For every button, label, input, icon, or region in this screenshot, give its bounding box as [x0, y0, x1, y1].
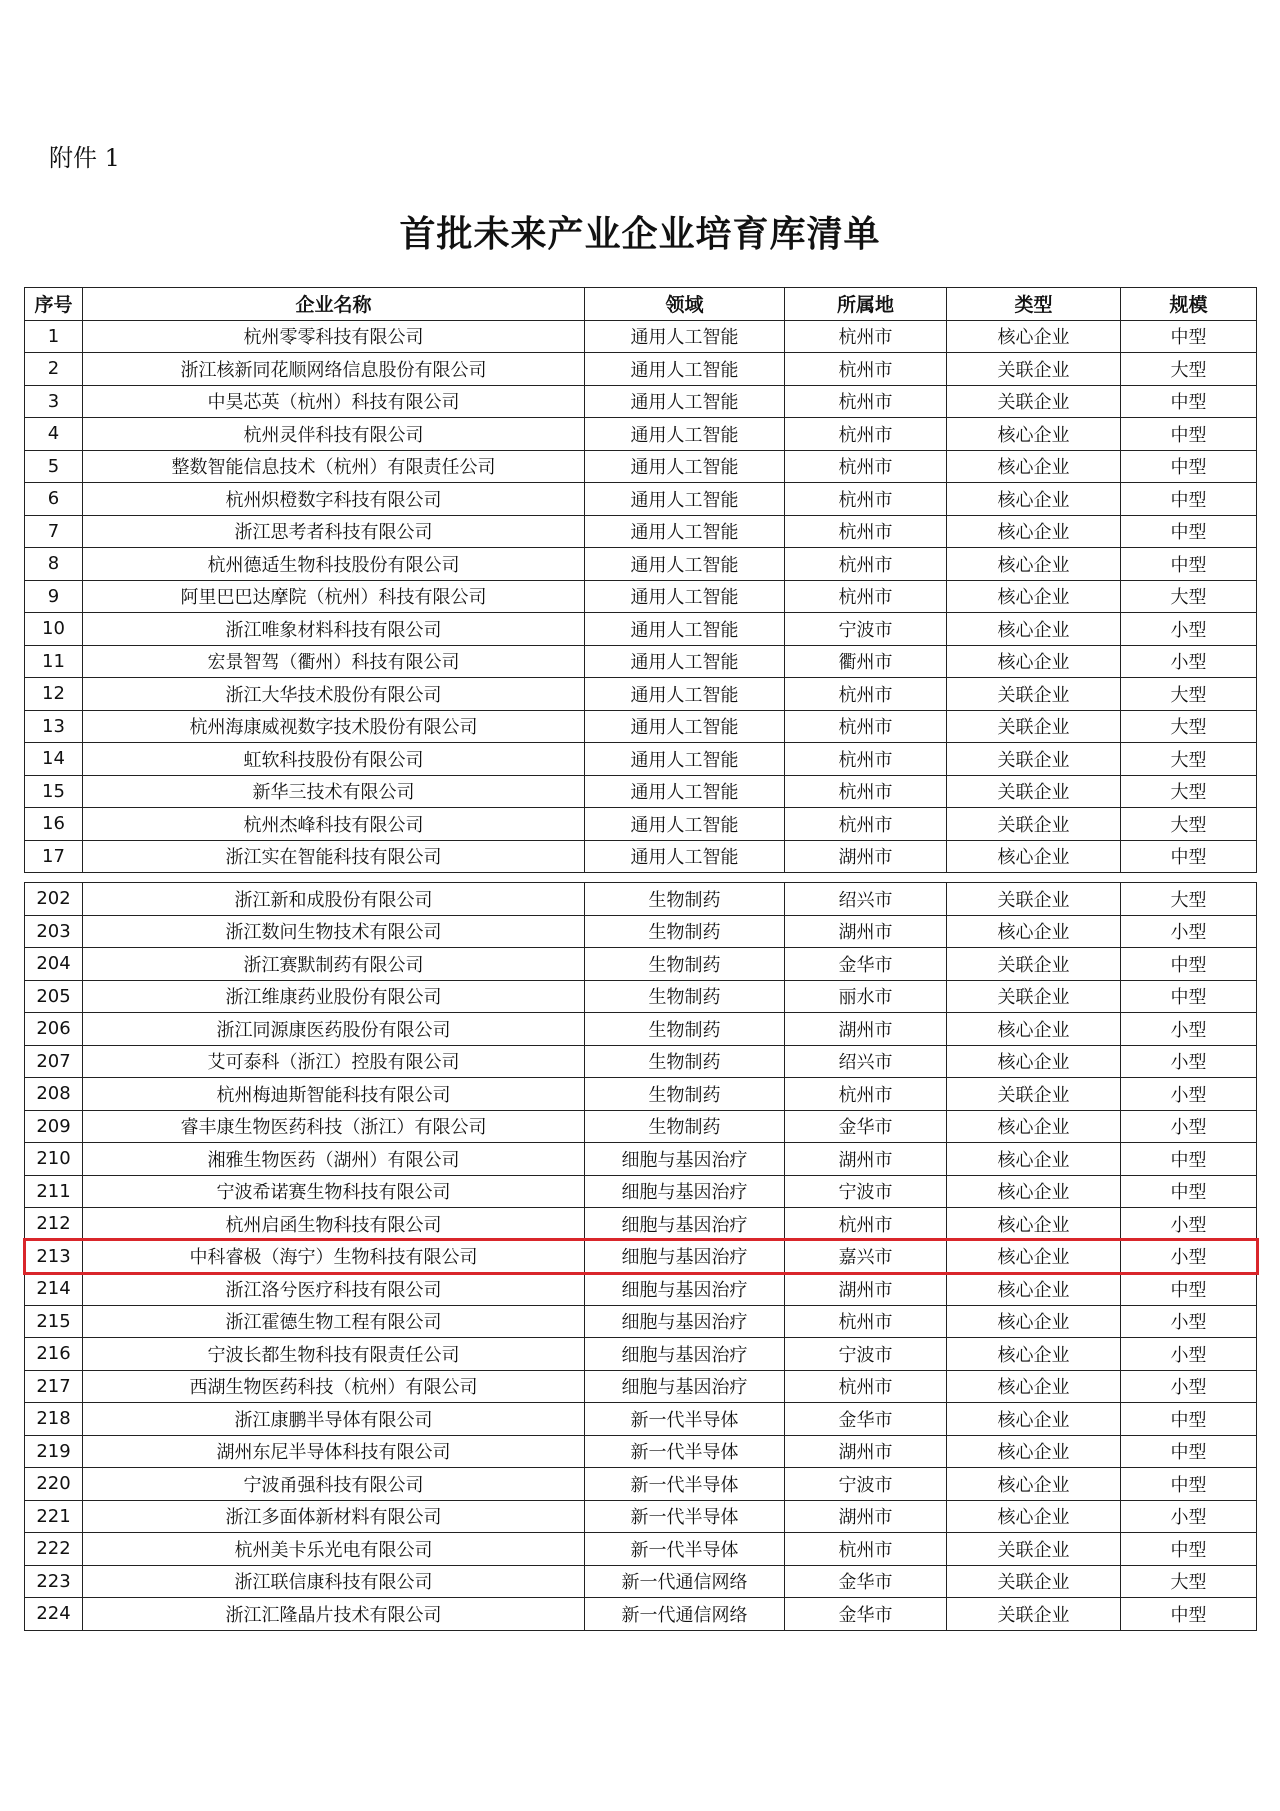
cell-location: 宁波市: [785, 1338, 947, 1371]
cell-company-name: 杭州杰峰科技有限公司: [83, 808, 585, 841]
cell-company-name: 杭州灵伴科技有限公司: [83, 418, 585, 451]
cell-company-name: 宁波长都生物科技有限责任公司: [83, 1338, 585, 1371]
cell-location: 杭州市: [785, 1533, 947, 1566]
cell-scale: 小型: [1121, 645, 1257, 678]
cell-type: 关联企业: [947, 1598, 1121, 1631]
cell-scale: 中型: [1121, 1273, 1257, 1306]
cell-scale: 中型: [1121, 1143, 1257, 1176]
cell-serial: 223: [25, 1565, 83, 1598]
cell-serial: 1: [25, 320, 83, 353]
cell-scale: 中型: [1121, 840, 1257, 873]
cell-location: 湖州市: [785, 1143, 947, 1176]
cell-serial: 210: [25, 1143, 83, 1176]
table-row: [25, 548, 1257, 581]
cell-location: 杭州市: [785, 1078, 947, 1111]
cell-field: 生物制药: [585, 1013, 785, 1046]
header-type: 类型: [947, 288, 1121, 321]
cell-serial: 213: [25, 1240, 83, 1273]
cell-type: 核心企业: [947, 1338, 1121, 1371]
cell-field: 细胞与基因治疗: [585, 1273, 785, 1306]
cell-scale: 中型: [1121, 320, 1257, 353]
cell-type: 核心企业: [947, 1013, 1121, 1046]
cell-location: 杭州市: [785, 385, 947, 418]
cell-location: 湖州市: [785, 1013, 947, 1046]
cell-company-name: 宁波甬强科技有限公司: [83, 1468, 585, 1501]
cell-serial: 219: [25, 1435, 83, 1468]
cell-company-name: 杭州德适生物科技股份有限公司: [83, 548, 585, 581]
table-row: [25, 580, 1257, 613]
cell-scale: 小型: [1121, 1078, 1257, 1111]
cell-type: 核心企业: [947, 613, 1121, 646]
cell-company-name: 浙江康鹏半导体有限公司: [83, 1403, 585, 1436]
cell-serial: 7: [25, 515, 83, 548]
table-row: [25, 1110, 1257, 1143]
cell-type: 关联企业: [947, 883, 1121, 916]
cell-company-name: 中科睿极（海宁）生物科技有限公司: [83, 1240, 585, 1273]
cell-type: 核心企业: [947, 1305, 1121, 1338]
cell-scale: 小型: [1121, 1338, 1257, 1371]
cell-location: 杭州市: [785, 1305, 947, 1338]
cell-scale: 大型: [1121, 743, 1257, 776]
table-row: [25, 1338, 1257, 1371]
cell-scale: 大型: [1121, 580, 1257, 613]
cell-serial: 14: [25, 743, 83, 776]
cell-company-name: 浙江汇隆晶片技术有限公司: [83, 1598, 585, 1631]
cell-location: 杭州市: [785, 678, 947, 711]
table-row: [25, 353, 1257, 386]
cell-field: 生物制药: [585, 980, 785, 1013]
cell-field: 生物制药: [585, 883, 785, 916]
cell-field: 细胞与基因治疗: [585, 1175, 785, 1208]
cell-location: 金华市: [785, 1110, 947, 1143]
cell-location: 湖州市: [785, 1435, 947, 1468]
table-row: [25, 1403, 1257, 1436]
cell-type: 核心企业: [947, 915, 1121, 948]
cell-scale: 中型: [1121, 1435, 1257, 1468]
cell-field: 新一代半导体: [585, 1403, 785, 1436]
header-company-name: 企业名称: [83, 288, 585, 321]
cell-field: 新一代通信网络: [585, 1565, 785, 1598]
cell-field: 通用人工智能: [585, 515, 785, 548]
cell-serial: 203: [25, 915, 83, 948]
cell-type: 核心企业: [947, 1370, 1121, 1403]
cell-company-name: 阿里巴巴达摩院（杭州）科技有限公司: [83, 580, 585, 613]
cell-type: 核心企业: [947, 450, 1121, 483]
cell-location: 杭州市: [785, 1208, 947, 1241]
cell-location: 杭州市: [785, 1370, 947, 1403]
table-row: [25, 1013, 1257, 1046]
cell-company-name: 杭州启函生物科技有限公司: [83, 1208, 585, 1241]
cell-scale: 中型: [1121, 948, 1257, 981]
cell-type: 核心企业: [947, 580, 1121, 613]
table-row: [25, 645, 1257, 678]
cell-company-name: 湖州东尼半导体科技有限公司: [83, 1435, 585, 1468]
cell-company-name: 西湖生物医药科技（杭州）有限公司: [83, 1370, 585, 1403]
table-row: [25, 483, 1257, 516]
header-field: 领域: [585, 288, 785, 321]
cell-location: 绍兴市: [785, 883, 947, 916]
cell-serial: 216: [25, 1338, 83, 1371]
table-row: [25, 710, 1257, 743]
header-location: 所属地: [785, 288, 947, 321]
cell-scale: 中型: [1121, 548, 1257, 581]
cell-company-name: 杭州美卡乐光电有限公司: [83, 1533, 585, 1566]
table-row: [25, 1175, 1257, 1208]
annex-label: 附件 1: [49, 144, 120, 172]
cell-company-name: 浙江思考者科技有限公司: [83, 515, 585, 548]
cell-serial: 214: [25, 1273, 83, 1306]
cell-type: 关联企业: [947, 808, 1121, 841]
cell-type: 核心企业: [947, 1143, 1121, 1176]
cell-scale: 大型: [1121, 883, 1257, 916]
enterprise-table-part2: [24, 882, 1257, 1631]
cell-type: 核心企业: [947, 483, 1121, 516]
cell-location: 杭州市: [785, 450, 947, 483]
cell-field: 新一代半导体: [585, 1500, 785, 1533]
cell-type: 核心企业: [947, 1273, 1121, 1306]
cell-type: 关联企业: [947, 948, 1121, 981]
cell-serial: 217: [25, 1370, 83, 1403]
cell-scale: 小型: [1121, 1110, 1257, 1143]
cell-serial: 17: [25, 840, 83, 873]
cell-field: 细胞与基因治疗: [585, 1143, 785, 1176]
cell-field: 通用人工智能: [585, 743, 785, 776]
cell-type: 关联企业: [947, 678, 1121, 711]
table-row: [25, 1370, 1257, 1403]
cell-company-name: 中昊芯英（杭州）科技有限公司: [83, 385, 585, 418]
cell-company-name: 浙江大华技术股份有限公司: [83, 678, 585, 711]
cell-field: 通用人工智能: [585, 645, 785, 678]
cell-field: 细胞与基因治疗: [585, 1338, 785, 1371]
cell-location: 嘉兴市: [785, 1240, 947, 1273]
cell-scale: 中型: [1121, 515, 1257, 548]
table-row: [25, 678, 1257, 711]
cell-type: 核心企业: [947, 840, 1121, 873]
cell-company-name: 杭州海康威视数字技术股份有限公司: [83, 710, 585, 743]
cell-type: 核心企业: [947, 548, 1121, 581]
cell-location: 宁波市: [785, 613, 947, 646]
cell-field: 通用人工智能: [585, 710, 785, 743]
table-row: [25, 1305, 1257, 1338]
cell-scale: 中型: [1121, 1533, 1257, 1566]
cell-scale: 大型: [1121, 710, 1257, 743]
table-row: [25, 1208, 1257, 1241]
cell-scale: 中型: [1121, 1468, 1257, 1501]
cell-company-name: 浙江联信康科技有限公司: [83, 1565, 585, 1598]
cell-scale: 中型: [1121, 418, 1257, 451]
cell-serial: 2: [25, 353, 83, 386]
cell-type: 核心企业: [947, 1045, 1121, 1078]
cell-company-name: 艾可泰科（浙江）控股有限公司: [83, 1045, 585, 1078]
cell-serial: 221: [25, 1500, 83, 1533]
cell-field: 通用人工智能: [585, 613, 785, 646]
cell-type: 关联企业: [947, 1078, 1121, 1111]
table-row: [25, 385, 1257, 418]
cell-type: 核心企业: [947, 1110, 1121, 1143]
cell-company-name: 浙江洛兮医疗科技有限公司: [83, 1273, 585, 1306]
table-row: [25, 883, 1257, 916]
cell-company-name: 宁波希诺赛生物科技有限公司: [83, 1175, 585, 1208]
cell-company-name: 浙江核新同花顺网络信息股份有限公司: [83, 353, 585, 386]
cell-type: 关联企业: [947, 1533, 1121, 1566]
cell-field: 细胞与基因治疗: [585, 1305, 785, 1338]
cell-serial: 206: [25, 1013, 83, 1046]
table-row: [25, 743, 1257, 776]
table-row: [25, 515, 1257, 548]
cell-type: 核心企业: [947, 1435, 1121, 1468]
cell-company-name: 睿丰康生物医药科技（浙江）有限公司: [83, 1110, 585, 1143]
cell-location: 丽水市: [785, 980, 947, 1013]
cell-location: 湖州市: [785, 840, 947, 873]
table-row: [25, 1435, 1257, 1468]
table-row: [25, 808, 1257, 841]
cell-serial: 16: [25, 808, 83, 841]
table-row: [25, 1533, 1257, 1566]
cell-serial: 15: [25, 775, 83, 808]
cell-scale: 中型: [1121, 385, 1257, 418]
cell-scale: 小型: [1121, 1305, 1257, 1338]
cell-serial: 11: [25, 645, 83, 678]
cell-scale: 小型: [1121, 1208, 1257, 1241]
cell-scale: 小型: [1121, 1045, 1257, 1078]
cell-serial: 5: [25, 450, 83, 483]
cell-field: 生物制药: [585, 1045, 785, 1078]
document-title: 首批未来产业企业培育库清单: [399, 214, 881, 255]
cell-company-name: 宏景智驾（衢州）科技有限公司: [83, 645, 585, 678]
table-row: [25, 613, 1257, 646]
cell-serial: 212: [25, 1208, 83, 1241]
cell-serial: 224: [25, 1598, 83, 1631]
cell-serial: 4: [25, 418, 83, 451]
cell-field: 通用人工智能: [585, 808, 785, 841]
cell-scale: 中型: [1121, 1403, 1257, 1436]
cell-serial: 12: [25, 678, 83, 711]
table-row: [25, 1565, 1257, 1598]
cell-type: 关联企业: [947, 775, 1121, 808]
cell-type: 核心企业: [947, 1468, 1121, 1501]
cell-scale: 中型: [1121, 1175, 1257, 1208]
table-row: [25, 418, 1257, 451]
cell-serial: 10: [25, 613, 83, 646]
cell-scale: 小型: [1121, 1370, 1257, 1403]
cell-company-name: 虹软科技股份有限公司: [83, 743, 585, 776]
cell-field: 通用人工智能: [585, 483, 785, 516]
cell-location: 杭州市: [785, 580, 947, 613]
table-row: [25, 948, 1257, 981]
cell-location: 宁波市: [785, 1468, 947, 1501]
cell-field: 细胞与基因治疗: [585, 1240, 785, 1273]
cell-company-name: 杭州炽橙数字科技有限公司: [83, 483, 585, 516]
cell-type: 核心企业: [947, 320, 1121, 353]
table-row: [25, 1240, 1257, 1273]
cell-location: 杭州市: [785, 808, 947, 841]
cell-serial: 205: [25, 980, 83, 1013]
cell-type: 核心企业: [947, 645, 1121, 678]
cell-location: 杭州市: [785, 353, 947, 386]
cell-location: 杭州市: [785, 548, 947, 581]
cell-serial: 9: [25, 580, 83, 613]
cell-type: 核心企业: [947, 418, 1121, 451]
cell-type: 关联企业: [947, 385, 1121, 418]
cell-field: 通用人工智能: [585, 450, 785, 483]
cell-serial: 215: [25, 1305, 83, 1338]
table-row: [25, 1045, 1257, 1078]
cell-field: 通用人工智能: [585, 418, 785, 451]
cell-type: 关联企业: [947, 980, 1121, 1013]
cell-company-name: 新华三技术有限公司: [83, 775, 585, 808]
cell-location: 宁波市: [785, 1175, 947, 1208]
cell-scale: 中型: [1121, 1598, 1257, 1631]
cell-location: 杭州市: [785, 418, 947, 451]
cell-location: 杭州市: [785, 483, 947, 516]
cell-scale: 大型: [1121, 353, 1257, 386]
cell-company-name: 浙江实在智能科技有限公司: [83, 840, 585, 873]
cell-serial: 13: [25, 710, 83, 743]
cell-field: 通用人工智能: [585, 840, 785, 873]
cell-type: 核心企业: [947, 1500, 1121, 1533]
cell-location: 杭州市: [785, 320, 947, 353]
cell-serial: 208: [25, 1078, 83, 1111]
table-row: [25, 1500, 1257, 1533]
table-row: [25, 320, 1257, 353]
cell-location: 金华市: [785, 1565, 947, 1598]
cell-type: 关联企业: [947, 1565, 1121, 1598]
cell-type: 关联企业: [947, 353, 1121, 386]
cell-scale: 大型: [1121, 775, 1257, 808]
cell-field: 通用人工智能: [585, 548, 785, 581]
cell-company-name: 浙江维康药业股份有限公司: [83, 980, 585, 1013]
cell-field: 通用人工智能: [585, 385, 785, 418]
cell-field: 新一代半导体: [585, 1533, 785, 1566]
cell-serial: 8: [25, 548, 83, 581]
table-row: [25, 840, 1257, 873]
table-row: [25, 980, 1257, 1013]
cell-scale: 小型: [1121, 613, 1257, 646]
table-row: [25, 775, 1257, 808]
cell-location: 湖州市: [785, 1500, 947, 1533]
header-serial: 序号: [25, 288, 83, 321]
cell-company-name: 湘雅生物医药（湖州）有限公司: [83, 1143, 585, 1176]
cell-company-name: 浙江数问生物技术有限公司: [83, 915, 585, 948]
cell-serial: 3: [25, 385, 83, 418]
cell-company-name: 浙江唯象材料科技有限公司: [83, 613, 585, 646]
cell-field: 通用人工智能: [585, 580, 785, 613]
cell-type: 核心企业: [947, 1240, 1121, 1273]
cell-serial: 202: [25, 883, 83, 916]
cell-location: 衢州市: [785, 645, 947, 678]
cell-serial: 211: [25, 1175, 83, 1208]
header-scale: 规模: [1121, 288, 1257, 321]
cell-location: 绍兴市: [785, 1045, 947, 1078]
cell-location: 杭州市: [785, 775, 947, 808]
table-row: [25, 1468, 1257, 1501]
cell-field: 生物制药: [585, 915, 785, 948]
cell-scale: 大型: [1121, 808, 1257, 841]
cell-field: 通用人工智能: [585, 678, 785, 711]
cell-field: 细胞与基因治疗: [585, 1370, 785, 1403]
cell-serial: 6: [25, 483, 83, 516]
cell-serial: 209: [25, 1110, 83, 1143]
cell-location: 湖州市: [785, 1273, 947, 1306]
cell-company-name: 杭州零零科技有限公司: [83, 320, 585, 353]
cell-scale: 中型: [1121, 980, 1257, 1013]
cell-scale: 大型: [1121, 678, 1257, 711]
cell-scale: 小型: [1121, 915, 1257, 948]
cell-location: 金华市: [785, 1403, 947, 1436]
cell-scale: 小型: [1121, 1240, 1257, 1273]
cell-company-name: 浙江多面体新材料有限公司: [83, 1500, 585, 1533]
cell-location: 杭州市: [785, 743, 947, 776]
table-row: [25, 1598, 1257, 1631]
table-row: [25, 1078, 1257, 1111]
cell-field: 通用人工智能: [585, 320, 785, 353]
cell-field: 生物制药: [585, 1110, 785, 1143]
cell-location: 湖州市: [785, 915, 947, 948]
cell-company-name: 浙江赛默制药有限公司: [83, 948, 585, 981]
cell-field: 细胞与基因治疗: [585, 1208, 785, 1241]
cell-scale: 小型: [1121, 1500, 1257, 1533]
cell-location: 杭州市: [785, 515, 947, 548]
cell-serial: 207: [25, 1045, 83, 1078]
cell-type: 核心企业: [947, 515, 1121, 548]
table-row: [25, 450, 1257, 483]
cell-location: 杭州市: [785, 710, 947, 743]
cell-type: 核心企业: [947, 1175, 1121, 1208]
cell-company-name: 整数智能信息技术（杭州）有限责任公司: [83, 450, 585, 483]
cell-type: 核心企业: [947, 1208, 1121, 1241]
cell-company-name: 浙江新和成股份有限公司: [83, 883, 585, 916]
cell-field: 生物制药: [585, 1078, 785, 1111]
cell-company-name: 浙江同源康医药股份有限公司: [83, 1013, 585, 1046]
cell-field: 新一代半导体: [585, 1468, 785, 1501]
cell-serial: 218: [25, 1403, 83, 1436]
cell-field: 通用人工智能: [585, 353, 785, 386]
cell-scale: 小型: [1121, 1013, 1257, 1046]
cell-location: 金华市: [785, 1598, 947, 1631]
cell-location: 金华市: [785, 948, 947, 981]
cell-company-name: 杭州梅迪斯智能科技有限公司: [83, 1078, 585, 1111]
cell-company-name: 浙江霍德生物工程有限公司: [83, 1305, 585, 1338]
cell-field: 通用人工智能: [585, 775, 785, 808]
table-row: [25, 915, 1257, 948]
cell-field: 生物制药: [585, 948, 785, 981]
cell-scale: 中型: [1121, 483, 1257, 516]
cell-scale: 中型: [1121, 450, 1257, 483]
cell-serial: 222: [25, 1533, 83, 1566]
cell-serial: 204: [25, 948, 83, 981]
cell-field: 新一代通信网络: [585, 1598, 785, 1631]
table-header-row: [25, 288, 1257, 321]
table-row: [25, 1143, 1257, 1176]
enterprise-table-part1: [24, 287, 1257, 873]
table-row: [25, 1273, 1257, 1306]
cell-field: 新一代半导体: [585, 1435, 785, 1468]
cell-type: 核心企业: [947, 1403, 1121, 1436]
cell-type: 关联企业: [947, 710, 1121, 743]
cell-scale: 大型: [1121, 1565, 1257, 1598]
cell-serial: 220: [25, 1468, 83, 1501]
cell-type: 关联企业: [947, 743, 1121, 776]
